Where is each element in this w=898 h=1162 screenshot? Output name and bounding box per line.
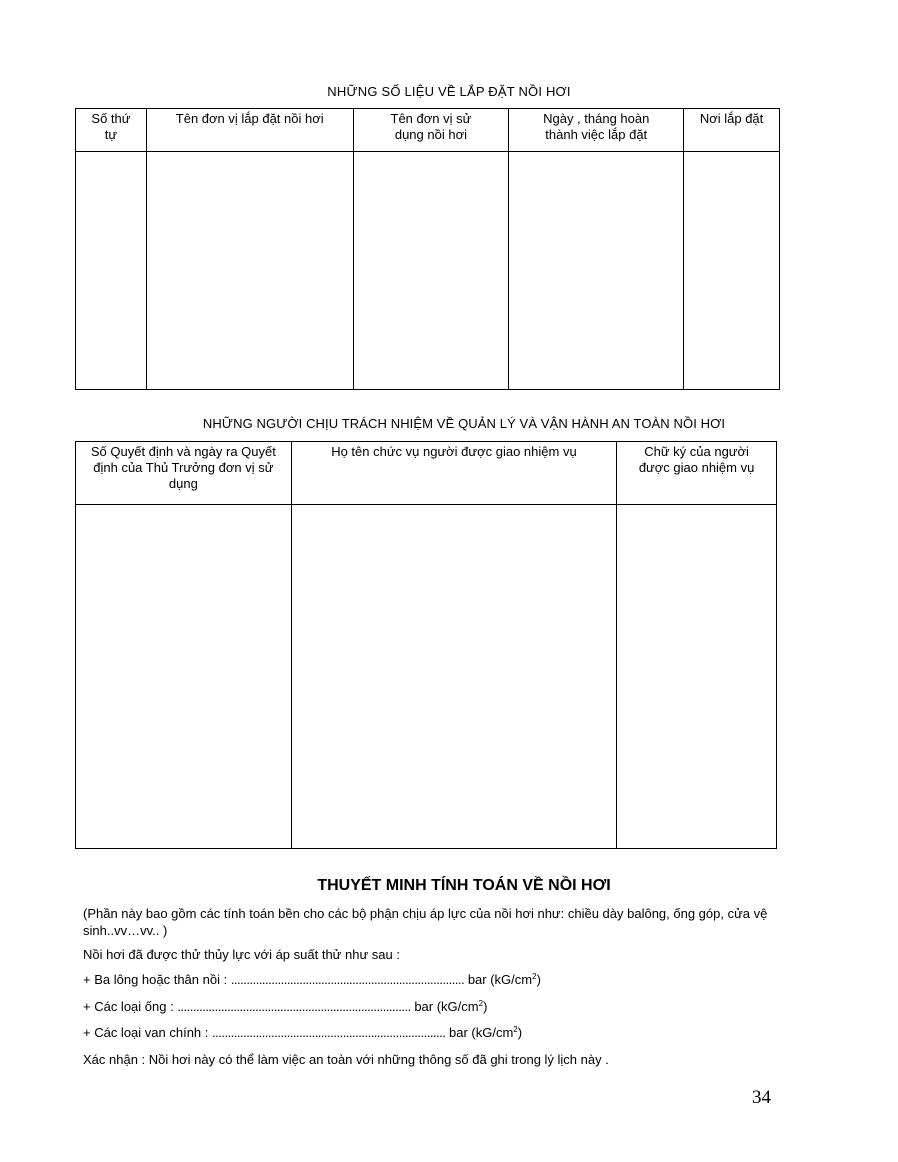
item-label: + Ba lông hoặc thân nồi : — [83, 972, 231, 987]
table-cell — [509, 152, 684, 390]
boiler-installation-table — [75, 108, 780, 390]
fill-dots: ........................................................................... — [212, 1025, 446, 1040]
column-header-location: Nơi lắp đặt — [684, 109, 780, 152]
table-header-row — [76, 109, 780, 152]
column-header-decision: Số Quyết định và ngày ra Quyết định của Thủ Trưởng đơn vị sử dụng — [76, 442, 292, 505]
column-header-completion-date: Ngày , tháng hoàn thành việc lắp đặt — [509, 109, 684, 152]
fill-dots: ........................................................................... — [230, 972, 465, 987]
item-unit: bar (kG/cm — [410, 999, 479, 1014]
pressure-item-pipes — [83, 998, 487, 1015]
unit-exponent: 2 — [532, 972, 537, 981]
unit-exponent: 2 — [513, 1025, 518, 1034]
responsible-persons-table — [75, 441, 777, 849]
table-cell — [76, 152, 147, 390]
table-header-row — [76, 442, 777, 505]
table1-title: NHỮNG SỐ LIỆU VỀ LẮP ĐẶT NỒI HƠI — [327, 84, 571, 99]
column-header-stt: Số thứ tự — [76, 109, 147, 152]
table-cell — [291, 505, 616, 849]
unit-exponent: 2 — [478, 999, 484, 1008]
table-cell — [617, 505, 777, 849]
hydraulic-test-line: Nồi hơi đã được thử thủy lực với áp suất thử như sau : — [83, 947, 400, 962]
column-header-user-unit: Tên đơn vị sử dụng nồi hơi — [353, 109, 509, 152]
table-cell — [76, 505, 292, 849]
item-unit: bar (kG/cm — [464, 972, 533, 987]
item-label: + Các loại ống : — [83, 999, 178, 1014]
pressure-item-drum — [83, 971, 541, 988]
unit-close: ) — [536, 972, 541, 987]
table2-title: NHỮNG NGƯỜI CHỊU TRÁCH NHIỆM VỀ QUẢN LÝ VÀ VẬN HÀNH AN TOÀN NỒI HƠI — [202, 416, 726, 431]
item-unit: bar (kG/cm — [445, 1025, 514, 1040]
unit-close: ) — [483, 999, 488, 1014]
section-intro: (Phần này bao gồm các tính toán bền cho các bộ phận chịu áp lực của nồi hơi như: chiều dày balông, ống góp, cửa vệ sinh..vv…vv.. ) — [83, 906, 768, 938]
table-cell — [684, 152, 780, 390]
column-header-signature: Chữ ký của người được giao nhiệm vụ — [617, 442, 777, 505]
confirmation-line: Xác nhận : Nồi hơi này có thể làm việc an toàn với những thông số đã ghi trong lý lịch này . — [83, 1052, 609, 1067]
item-label: + Các loại van chính : — [83, 1025, 212, 1040]
table-row — [76, 505, 777, 849]
table-row — [76, 152, 780, 390]
section-heading: THUYẾT MINH TÍNH TOÁN VỀ NỒI HƠI — [317, 877, 611, 894]
pressure-item-valves — [83, 1024, 522, 1041]
unit-close: ) — [517, 1025, 523, 1040]
fill-dots: ........................................................................... — [177, 999, 411, 1014]
page-number: 34 — [752, 1087, 771, 1108]
table-cell — [353, 152, 509, 390]
column-header-installer: Tên đơn vị lắp đặt nồi hơi — [146, 109, 353, 152]
column-header-name-position: Họ tên chức vụ người được giao nhiệm vụ — [291, 442, 616, 505]
table-cell — [146, 152, 353, 390]
